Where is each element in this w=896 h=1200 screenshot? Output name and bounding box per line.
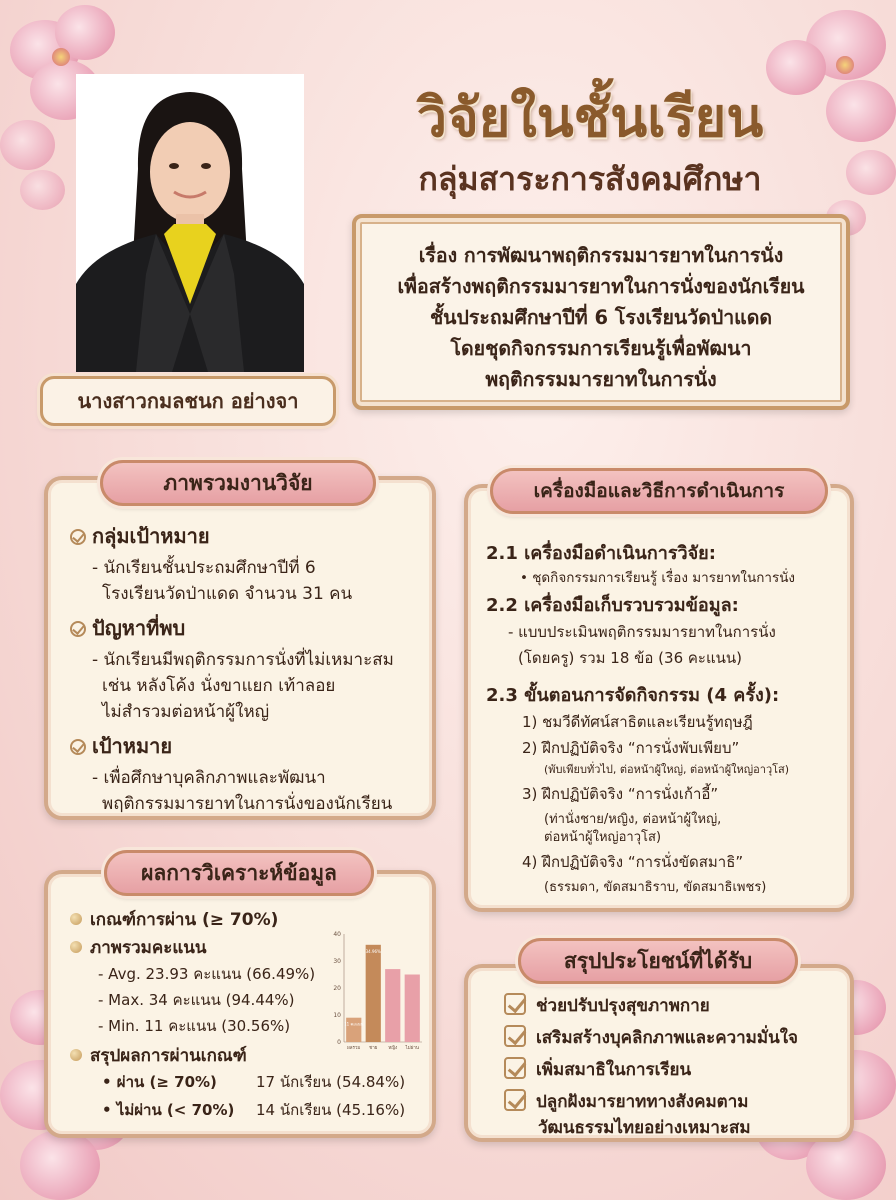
goal-line: - เพื่อศึกษาบุคลิกภาพและพัฒนา (92, 768, 326, 788)
target-group-line: โรงเรียนวัดป่าแดด จำนวน 31 คน (102, 584, 353, 604)
teacher-photo (76, 74, 304, 372)
step-note: (ท่านั่งชาย/หญิง, ต่อหน้าผู้ใหญ่, (544, 812, 722, 827)
check-circle-icon (70, 529, 86, 545)
avg-line: - Avg. 23.93 คะแนน (66.49%) (98, 965, 316, 983)
checkbox-icon (504, 1057, 526, 1079)
page-subtitle: กลุ่มสาระการสังคมศึกษา (418, 160, 762, 198)
tools-item: • ชุดกิจกรรมการเรียนรู้ เรื่อง มารยาทในการนั่ง (520, 570, 796, 586)
summary-title: สรุปผลการผ่านเกณฑ์ (70, 1042, 247, 1069)
problem-line: - นักเรียนมีพฤติกรรมการนั่งที่ไม่เหมาะสม (92, 650, 394, 670)
step-note: (ธรรมดา, ขัดสมาธิราบ, ขัดสมาธิเพชร) (544, 880, 767, 895)
data-collection-line: (โดยครู) รวม 18 ข้อ (36 คะแนน) (518, 649, 742, 667)
chart-category-label: ชาย (369, 1046, 378, 1051)
checkbox-icon (504, 993, 526, 1015)
chart-category-label: ไม่ผ่าน (405, 1046, 419, 1051)
research-topic-box (352, 214, 850, 410)
benefit-item-cont: วัฒนธรรมไทยอย่างเหมาะสม (538, 1118, 751, 1138)
goal-line: พฤติกรรมมารยาทในการนั่งของนักเรียน (102, 794, 393, 814)
fail-label: • ไม่ผ่าน (< 70%) (102, 1101, 235, 1119)
chart-category-label: ผลรวม (347, 1046, 361, 1051)
step-note: ต่อหน้าผู้ใหญ่อาวุโส) (544, 830, 662, 845)
pass-label: • ผ่าน (≥ 70%) (102, 1073, 217, 1091)
chart-data-label: 11 คะแนน (344, 1021, 364, 1027)
score-bar-chart (330, 928, 426, 1058)
topic-line: ชั้นประถมศึกษาปีที่ 6 โรงเรียนวัดป่าแดด (429, 306, 773, 329)
step-item: 4) ฝึกปฏิบัติจริง “การนั่งขัดสมาธิ” (522, 853, 744, 871)
chart-y-tick-label: 40 (333, 931, 341, 938)
chart-bar (385, 969, 400, 1042)
overview-heading: ภาพรวมงานวิจัย (100, 460, 376, 506)
topic-line: เพื่อสร้างพฤติกรรมมารยาทในการนั่งของนักเรียน (397, 275, 805, 298)
chart-y-tick-label: 10 (333, 1012, 341, 1019)
steps-title: 2.3 ขั้นตอนการจัดกิจกรรม (4 ครั้ง): (486, 685, 780, 706)
benefits-heading: สรุปประโยชน์ที่ได้รับ (518, 938, 798, 984)
tools-title: 2.1 เครื่องมือดำเนินการวิจัย: (486, 543, 716, 564)
pass-value: 17 นักเรียน (54.84%) (256, 1073, 406, 1091)
chart-category-label: หญิง (388, 1046, 398, 1051)
fail-value: 14 นักเรียน (45.16%) (256, 1101, 406, 1119)
chart-y-tick-label: 20 (333, 985, 341, 992)
check-circle-icon (70, 621, 86, 637)
step-item: 1) ชมวีดีทัศน์สาธิตและเรียนรู้ทฤษฎี (522, 713, 753, 731)
benefit-item: เพิ่มสมาธิในการเรียน (504, 1056, 691, 1083)
topic-line: โดยชุดกิจกรรมการเรียนรู้เพื่อพัฒนา (450, 337, 752, 360)
data-collection-line: - แบบประเมินพฤติกรรมมารยาทในการนั่ง (508, 623, 776, 641)
step-item: 2) ฝึกปฏิบัติจริง “การนั่งพับเพียบ” (522, 739, 740, 757)
bullet-icon (70, 913, 82, 925)
checkbox-icon (504, 1025, 526, 1047)
problem-line: ไม่สำรวมต่อหน้าผู้ใหญ่ (102, 702, 270, 722)
topic-line: พฤติกรรมมารยาทในการนั่ง (485, 368, 717, 391)
check-circle-icon (70, 739, 86, 755)
chart-data-label: 34.96% (365, 948, 381, 954)
chart-y-tick-label: 30 (333, 958, 341, 965)
benefit-item: เสริมสร้างบุคลิกภาพและความมั่นใจ (504, 1024, 798, 1051)
step-item: 3) ฝึกปฏิบัติจริง “การนั่งเก้าอี้” (522, 785, 719, 803)
methods-heading: เครื่องมือและวิธีการดำเนินการ (490, 468, 828, 514)
benefit-item: ปลูกฝังมารยาททางสังคมตาม (504, 1088, 748, 1115)
criteria-line: เกณฑ์การผ่าน (≥ 70%) (70, 906, 278, 933)
chart-bar (405, 975, 420, 1043)
problem-title: ปัญหาที่พบ (70, 612, 185, 644)
target-group-line: - นักเรียนชั้นประถมศึกษาปีที่ 6 (92, 558, 316, 578)
checkbox-icon (504, 1089, 526, 1111)
chart-bar (366, 945, 381, 1042)
teacher-name-plate: นางสาวกมลชนก อย่างจา (40, 376, 336, 426)
topic-line: เรื่อง การพัฒนาพฤติกรรมมารยาทในการนั่ง (418, 244, 784, 267)
data-collection-title: 2.2 เครื่องมือเก็บรวบรวมข้อมูล: (486, 595, 739, 616)
step-note: (พับเพียบทั่วไป, ต่อหน้าผู้ใหญ่, ต่อหน้าผู้ใหญ่อาวุโส) (544, 763, 790, 776)
problem-line: เช่น หลังโค้ง นั่งขาแยก เท้าลอย (102, 676, 336, 696)
bullet-icon (70, 1049, 82, 1061)
goal-title: เป้าหมาย (70, 730, 172, 762)
benefit-item: ช่วยปรับปรุงสุขภาพกาย (504, 992, 710, 1019)
bullet-icon (70, 941, 82, 953)
chart-y-tick-label: 0 (337, 1039, 341, 1046)
target-group-title: กลุ่มเป้าหมาย (70, 520, 210, 552)
analysis-heading: ผลการวิเคราะห์ข้อมูล (104, 850, 374, 896)
page-title: วิจัยในชั้นเรียน (416, 86, 764, 149)
min-line: - Min. 11 คะแนน (30.56%) (98, 1017, 291, 1035)
overall-title: ภาพรวมคะแนน (70, 934, 207, 961)
max-line: - Max. 34 คะแนน (94.44%) (98, 991, 295, 1009)
